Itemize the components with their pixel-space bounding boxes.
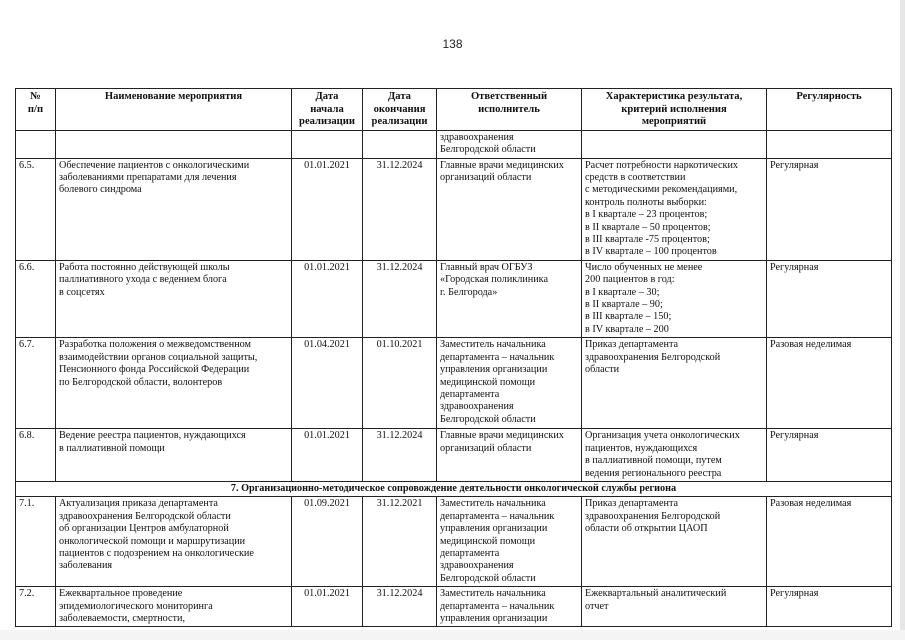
- text-line: Пенсионного фонда Российской Федерации: [59, 364, 250, 376]
- text-line: средств в соответствии: [585, 172, 686, 183]
- text-line: в паллиативной помощи: [59, 442, 165, 454]
- table-row: [16, 429, 892, 482]
- cell-responsible: [437, 130, 582, 158]
- text-line: Ответственный: [470, 91, 548, 102]
- text-line: Приказ департамента: [585, 498, 679, 510]
- cell-start: 01.04.2021: [292, 338, 363, 429]
- text-line: Разработка положения о межведомственном: [59, 339, 251, 351]
- text-line: Ежеквартальное проведение: [59, 588, 183, 600]
- text-line: эпидемиологического мониторинга: [59, 600, 213, 612]
- text-line: Число обученных не менее: [585, 261, 703, 273]
- header-end-date: [363, 89, 437, 131]
- cell-name: [56, 260, 292, 337]
- text-line: отчет: [585, 600, 609, 612]
- cell-num: 6.7.: [16, 338, 56, 429]
- text-line: по Белгородской области, волонтеров: [59, 376, 223, 388]
- text-line: Белгородской области: [440, 413, 536, 425]
- text-line: организаций области: [440, 442, 532, 454]
- cell-result: [582, 587, 767, 627]
- cell-regularity: Регулярная: [767, 587, 892, 627]
- text-line: здравоохранения Белгородской области: [59, 510, 231, 522]
- cell-regularity: [767, 130, 892, 158]
- cell-end: 31.12.2024: [363, 260, 437, 337]
- cell-responsible: [437, 260, 582, 337]
- text-line: области об открытии ЦАОП: [585, 523, 708, 535]
- text-line: управления организации: [440, 364, 548, 376]
- text-line: №: [30, 91, 41, 102]
- text-line: заболеваемости, смертности,: [59, 612, 186, 624]
- cell-name: [56, 429, 292, 482]
- section-title: 7. Организационно-методическое сопровождение деятельности онкологической службы региона: [16, 481, 892, 496]
- cell-start: 01.01.2021: [292, 587, 363, 627]
- text-line: здравоохранения: [440, 401, 514, 413]
- text-line: департамента – начальник: [440, 351, 555, 363]
- header-name: [56, 89, 292, 131]
- cell-num: 7.2.: [16, 587, 56, 627]
- text-line: «Городская поликлиника: [440, 274, 548, 286]
- cell-result: [582, 260, 767, 337]
- cell-responsible: [437, 338, 582, 429]
- table-row: [16, 338, 892, 429]
- text-line: Ведение реестра пациентов, нуждающихся: [59, 430, 246, 442]
- text-line: исполнитель: [478, 103, 540, 115]
- cell-responsible: [437, 587, 582, 627]
- text-line: ведения регионального реестра: [585, 467, 722, 479]
- cell-name: [56, 130, 292, 158]
- cell-start: 01.01.2021: [292, 260, 363, 337]
- cell-result: [582, 497, 767, 587]
- cell-regularity: Разовая неделимая: [767, 338, 892, 429]
- text-line: Актуализация приказа департамента: [59, 498, 218, 510]
- text-line: пациентов, нуждающихся: [585, 442, 698, 454]
- cell-num: 6.6.: [16, 260, 56, 337]
- cell-result: [582, 429, 767, 482]
- text-line: в II квартале – 90;: [585, 299, 663, 311]
- text-line: Работа постоянно действующей школы: [59, 261, 230, 273]
- text-line: заболеваниями препаратами для лечения: [59, 172, 237, 183]
- cell-start: [292, 130, 363, 158]
- text-line: онкологической помощи и маршрутизации: [59, 535, 246, 547]
- cell-name: [56, 338, 292, 429]
- text-line: Обеспечение пациентов с онкологическими: [59, 159, 250, 171]
- text-line: Белгородской области: [440, 572, 536, 584]
- activities-table: [15, 88, 892, 627]
- text-line: в IV квартале – 100 процентов: [585, 246, 717, 258]
- text-line: в III квартале – 150;: [585, 311, 672, 323]
- text-line: управления организации: [440, 612, 548, 624]
- text-line: здравоохранения: [440, 131, 514, 143]
- text-line: реализации: [299, 116, 355, 128]
- text-line: Заместитель начальника: [440, 588, 546, 600]
- text-line: об организации Центров амбулаторной: [59, 523, 229, 535]
- table-row: [16, 497, 892, 587]
- text-line: Ежеквартальный аналитический: [585, 588, 727, 600]
- text-line: окончания: [373, 103, 426, 115]
- header-num: [16, 89, 56, 131]
- text-line: реализации: [371, 116, 428, 128]
- text-line: Организация учета онкологических: [585, 430, 740, 442]
- cell-result: [582, 130, 767, 158]
- text-line: здравоохранения: [440, 560, 514, 572]
- text-line: Расчет потребности наркотических: [585, 159, 738, 171]
- cell-result: [582, 338, 767, 429]
- text-line: Приказ департамента: [585, 339, 679, 351]
- text-line: взаимодействии органов социальной защиты,: [59, 351, 258, 363]
- text-line: Дата: [388, 91, 411, 102]
- cell-end: 31.12.2024: [363, 158, 437, 260]
- text-line: Главные врачи медицинских: [440, 430, 564, 442]
- cell-num: 6.5.: [16, 158, 56, 260]
- text-line: управления организации: [440, 523, 548, 535]
- text-line: в III квартале -75 процентов;: [585, 234, 710, 246]
- text-line: п/п: [27, 103, 44, 115]
- text-line: медицинской помощи: [440, 376, 536, 388]
- text-line: организаций области: [440, 172, 532, 183]
- cell-start: 01.09.2021: [292, 497, 363, 587]
- text-line: начала: [310, 103, 344, 115]
- cell-regularity: Регулярная: [767, 260, 892, 337]
- text-line: Дата: [315, 91, 339, 102]
- text-line: паллиативного ухода с ведением блога: [59, 274, 227, 286]
- text-line: Заместитель начальника: [440, 498, 546, 510]
- text-line: департамента: [440, 388, 500, 400]
- text-line: здравоохранения Белгородской: [585, 510, 721, 522]
- scan-edge-right: [900, 0, 905, 640]
- cell-end: 31.12.2021: [363, 497, 437, 587]
- cell-num: [16, 130, 56, 158]
- text-line: г. Белгорода»: [440, 286, 498, 298]
- text-line: в I квартале – 23 процентов;: [585, 209, 708, 221]
- text-line: болевого синдрома: [59, 184, 142, 196]
- cell-name: [56, 158, 292, 260]
- table-header-row: [16, 89, 892, 131]
- cell-regularity: Регулярная: [767, 429, 892, 482]
- text-line: критерий исполнения: [621, 103, 727, 115]
- text-line: с методическими рекомендациями,: [585, 184, 738, 196]
- text-line: департамента – начальник: [440, 600, 555, 612]
- text-line: Главный врач ОГБУЗ: [440, 261, 533, 273]
- cell-end: 31.12.2024: [363, 587, 437, 627]
- text-line: Белгородской области: [440, 144, 536, 156]
- text-line: Главные врачи медицинских: [440, 159, 564, 171]
- text-line: департамента: [440, 547, 500, 559]
- cell-regularity: Разовая неделимая: [767, 497, 892, 587]
- text-line: Характеристика результата,: [605, 91, 743, 102]
- cell-responsible: [437, 497, 582, 587]
- cell-end: 31.12.2024: [363, 429, 437, 482]
- cell-start: 01.01.2021: [292, 158, 363, 260]
- text-line: Заместитель начальника: [440, 339, 546, 351]
- cell-name: [56, 497, 292, 587]
- text-line: 200 пациентов в год:: [585, 274, 675, 286]
- text-line: Регулярность: [796, 91, 862, 102]
- cell-regularity: Регулярная: [767, 158, 892, 260]
- cell-responsible: [437, 158, 582, 260]
- text-line: здравоохранения Белгородской: [585, 351, 721, 363]
- text-line: в паллиативной помощи, путем: [585, 455, 722, 467]
- text-line: Наименование мероприятия: [104, 91, 243, 102]
- section-header-row: [16, 481, 892, 496]
- text-line: в IV квартале – 200: [585, 323, 669, 335]
- cell-end: 01.10.2021: [363, 338, 437, 429]
- header-result: [582, 89, 767, 131]
- cell-responsible: [437, 429, 582, 482]
- cell-start: 01.01.2021: [292, 429, 363, 482]
- cell-num: 6.8.: [16, 429, 56, 482]
- table-row: [16, 587, 892, 627]
- text-line: в I квартале – 30;: [585, 286, 660, 298]
- continuation-row: [16, 130, 892, 158]
- cell-name: [56, 587, 292, 627]
- text-line: в соцсетях: [59, 286, 105, 298]
- header-start-date: [292, 89, 363, 131]
- cell-num: 7.1.: [16, 497, 56, 587]
- text-line: контроль полноты выборки:: [585, 196, 707, 208]
- text-line: заболевания: [59, 560, 113, 572]
- table-row: [16, 260, 892, 337]
- cell-end: [363, 130, 437, 158]
- page-number: 138: [442, 37, 463, 51]
- table-row: [16, 158, 892, 260]
- header-responsible: [437, 89, 582, 131]
- text-line: в II квартале – 50 процентов;: [585, 221, 711, 233]
- text-line: департамента – начальник: [440, 510, 555, 522]
- text-line: мероприятий: [641, 116, 707, 128]
- cell-result: [582, 158, 767, 260]
- text-line: медицинской помощи: [440, 535, 536, 547]
- header-regularity: [767, 89, 892, 131]
- scan-edge-bottom: [0, 630, 905, 640]
- text-line: пациентов с подозрением на онкологические: [59, 547, 254, 559]
- text-line: области: [585, 364, 620, 376]
